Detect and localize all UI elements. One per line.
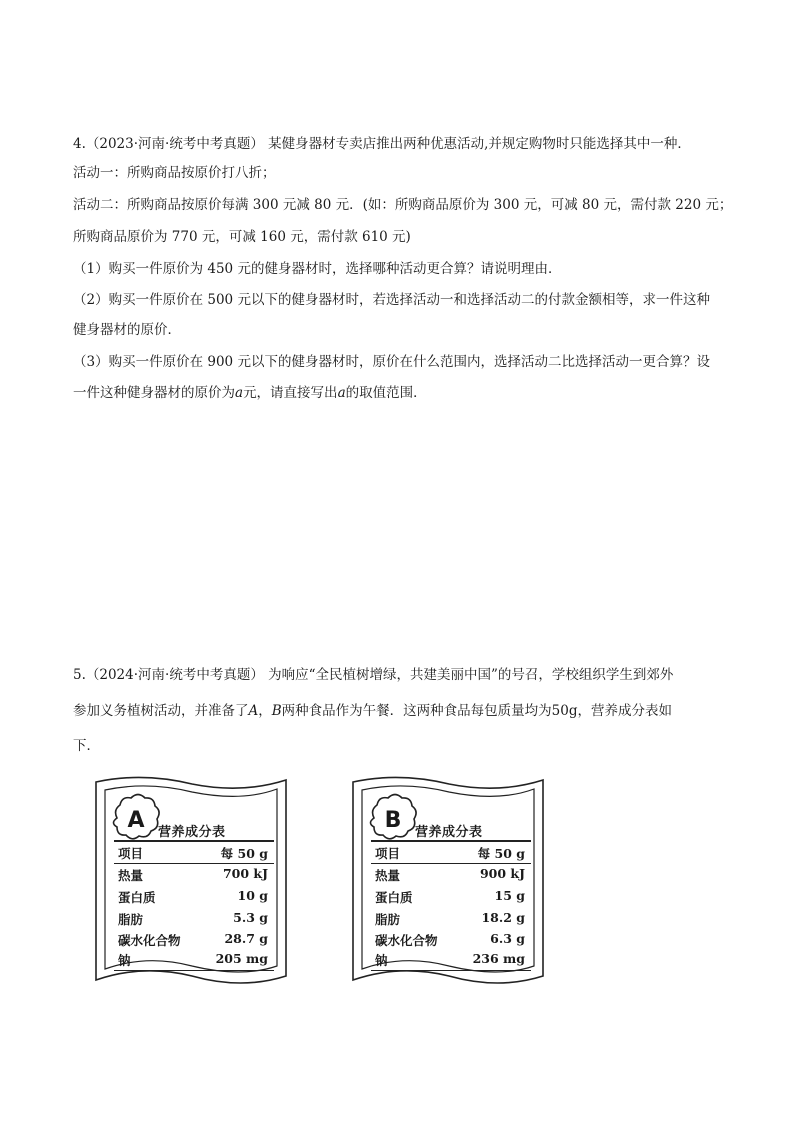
card-b-row-value: 15 g	[494, 888, 525, 903]
q4-activity-two-cont: 所购商品原价为 770 元，可减 160 元，需付款 610 元)	[73, 229, 411, 245]
food-a-label: A	[248, 703, 259, 719]
card-b-row-value: 236 mg	[472, 951, 525, 966]
food-b-label: B	[271, 703, 282, 719]
card-a-row-value: 700 kJ	[222, 866, 268, 881]
q4-part-3: （3）购买一件原价在 900 元以下的健身器材时，原价在什么范围内，选择活动二比选择活动一更合算？设	[73, 354, 710, 370]
card-b-header-value: 每 50 g	[477, 846, 525, 861]
nutrition-card-b	[349, 776, 547, 988]
card-b-divider	[371, 970, 531, 971]
q4-part-3-text-c: 的取值范围．	[345, 385, 427, 401]
q5-text-a: 参加义务植树活动，并准备了	[73, 703, 249, 719]
card-b-divider	[371, 863, 531, 864]
q4-part-3-text-a: 一件这种健身器材的原价为	[73, 385, 235, 401]
q5-text-b: 两种食品作为午餐．这两种食品每包质量均为50g，营养成分表如	[281, 703, 672, 719]
card-a-row-label: 热量	[118, 868, 144, 883]
card-b-row-value: 18.2 g	[481, 910, 525, 925]
card-a-row-value: 5.3 g	[233, 910, 268, 925]
q4-part-3-cont	[73, 383, 427, 403]
q4-part-2: （2）购买一件原价在 500 元以下的健身器材时，若选择活动一和选择活动二的付款金额相等，求一件这种	[73, 292, 710, 308]
q4-part-3-text-b: 元，请直接写出	[243, 385, 338, 401]
q5-stem-line-2	[73, 701, 672, 721]
card-a-divider	[114, 970, 274, 971]
q4-part-1: （1）购买一件原价为 450 元的健身器材时，选择哪种活动更合算？请说明理由．	[73, 261, 562, 277]
card-a-divider	[114, 863, 274, 864]
card-a-row-label: 钠	[118, 953, 131, 968]
card-b-divider	[371, 840, 531, 842]
card-b-row-value: 900 kJ	[479, 866, 525, 881]
variable-a: a	[235, 385, 244, 401]
badge-b-letter: B	[384, 808, 402, 833]
q5-stem-line: 5.（2024·河南·统考中考真题） 为响应“全民植树增绿，共建美丽中国”的号召，学校组织学生到郊外	[73, 667, 674, 683]
card-a-row-value: 205 mg	[215, 951, 268, 966]
q4-activity-one: 活动一：所购商品按原价打八折；	[73, 165, 276, 181]
card-b-title: 营养成分表	[415, 825, 483, 840]
card-b-row-label: 脂肪	[375, 912, 401, 927]
badge-a-letter: A	[127, 808, 145, 833]
card-a-divider	[114, 840, 274, 842]
q4-part-2-cont: 健身器材的原价．	[73, 322, 181, 338]
card-b-header-item: 项目	[375, 846, 401, 861]
card-b-row-label: 碳水化合物	[375, 933, 438, 948]
card-a-row-label: 碳水化合物	[118, 933, 181, 948]
card-b-row-value: 6.3 g	[490, 931, 525, 946]
card-a-header-value: 每 50 g	[220, 846, 268, 861]
card-b-row-label: 蛋白质	[375, 890, 413, 905]
card-b-row-label: 钠	[375, 953, 388, 968]
card-a-title: 营养成分表	[158, 825, 226, 840]
card-b-row-label: 热量	[375, 868, 401, 883]
card-a-row-label: 蛋白质	[118, 890, 156, 905]
q5-stem-line-3: 下．	[73, 738, 100, 754]
nutrition-card-a	[92, 776, 290, 988]
q4-stem-line: 4.（2023·河南·统考中考真题） 某健身器材专卖店推出两种优惠活动,并规定购物时只能选择其中一种．	[73, 136, 691, 152]
card-a-row-label: 脂肪	[118, 912, 144, 927]
card-a-header-item: 项目	[118, 846, 144, 861]
q5-separator: ，	[258, 703, 272, 719]
card-a-row-value: 10 g	[237, 888, 268, 903]
variable-a: a	[337, 385, 346, 401]
q4-activity-two: 活动二：所购商品按原价每满 300 元减 80 元．(如：所购商品原价为 300 元，可减 80 元，需付款 220 元；	[73, 197, 733, 213]
card-a-row-value: 28.7 g	[224, 931, 268, 946]
